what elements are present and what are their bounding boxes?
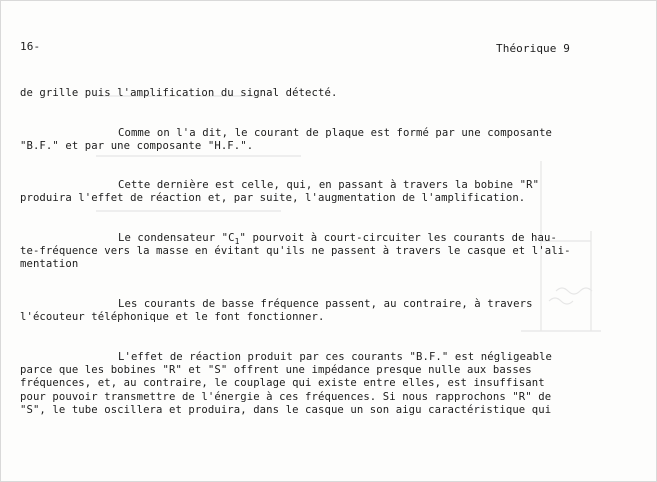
paragraph-line: l'écouteur téléphonique et le font fonctionner. [20, 311, 325, 324]
paragraph-line: Le condensateur "$C_1$" pourvoit à court-circuiter les courants de hau- [118, 232, 557, 246]
section-title: Théorique 9 [496, 42, 570, 55]
paragraph-line: Les courants de basse fréquence passent, au contraire, à travers [118, 298, 533, 310]
paragraph-line: te-fréquence vers la masse en évitant qu'ils ne passent à travers le casque et l'ali- [20, 245, 571, 258]
paragraph-1 [20, 87, 337, 100]
paragraph-line: Comme on l'a dit, le courant de plaque est formé par une composante [118, 127, 553, 139]
subscript: 1 [234, 237, 240, 246]
paragraph-6 [20, 351, 552, 417]
paragraph-line: Cette dernière est celle, qui, en passant à travers la bobine "R" [118, 179, 540, 191]
paragraph-line: parce que les bobines "R" et "S" offrent une impédance presque nulle aux basses [20, 364, 532, 377]
paragraph-line: de grille puis l'amplification du signal détecté. [20, 87, 338, 99]
page-number: 16- [20, 40, 41, 53]
paragraph-4 [20, 232, 571, 272]
paragraph-line: fréquences, et, au contraire, le couplage qui existe entre elles, est insuffisant [20, 377, 545, 390]
paragraph-line: "B.F." et par une composante "H.F.". [20, 140, 254, 153]
paragraph-line: produira l'effet de réaction et, par suite, l'augmentation de l'amplification. [20, 192, 526, 205]
paragraph-line: pour pouvoir transmettre de l'énergie à ces fréquences. Si nous rapprochons "R" de [20, 390, 552, 403]
paragraph-line: L'effet de réaction produit par ces courants "B.F." est négligeable [118, 351, 553, 363]
paragraph-5 [20, 298, 533, 324]
paragraph-2 [20, 127, 552, 153]
paragraph-line: "S", le tube oscillera et produira, dans le casque un son aigu caractéristique qui [20, 403, 552, 416]
paragraph-3 [20, 179, 539, 205]
paragraph-line: mentation [20, 258, 79, 271]
